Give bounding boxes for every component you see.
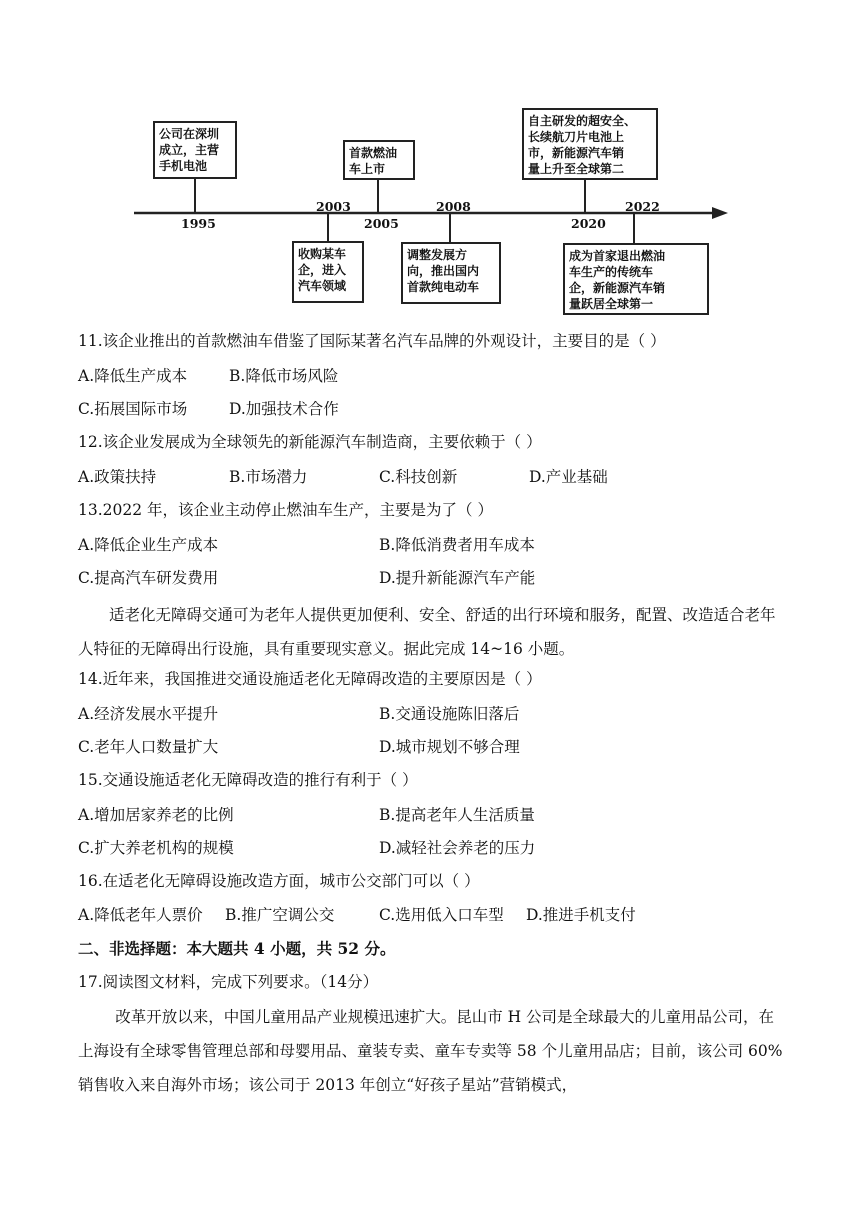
q14-option-b[interactable]: B.交通设施陈旧落后 [379, 705, 520, 723]
event-line: 成立，主营 [159, 143, 220, 157]
q13-option-c[interactable]: C.提高汽车研发费用 [78, 569, 219, 587]
event-line: 收购某车 [298, 247, 347, 261]
q12-option-b[interactable]: B.市场潜力 [229, 468, 308, 486]
event-line: 成为首家退出燃油 [569, 249, 666, 263]
section-title: 二、非选择题：本大题共 4 小题，共 52 分。 [78, 939, 396, 958]
q15-option-b[interactable]: B.提高老年人生活质量 [379, 806, 535, 824]
event-line: 汽车领域 [298, 279, 347, 293]
event-line: 手机电池 [159, 159, 208, 173]
question-12-stem: 12.该企业发展成为全球领先的新能源汽车制造商，主要依赖于（ ） [78, 433, 542, 451]
event-line: 量上升至全球第二 [528, 162, 625, 176]
year-label: 2005 [364, 216, 399, 231]
event-line: 长续航刀片电池上 [528, 130, 625, 144]
question-17-passage: 改革开放以来，中国儿童用品产业规模迅速扩大。昆山市 H 公司是全球最大的儿童用品公司，在上海设有全球零售管理总部和母婴用品、童装专卖、童车专卖等 58 个儿童用品店；目前，该公司 60%销售收入来自海外市场；该公司于 2013 年创立“好孩子星站”营销模式， [78, 1008, 783, 1094]
q11-option-d[interactable]: D.加强技术合作 [229, 400, 339, 418]
q13-option-d[interactable]: D.提升新能源汽车产能 [379, 569, 536, 587]
q12-option-c[interactable]: C.科技创新 [379, 468, 458, 486]
passage-14-16: 适老化无障碍交通可为老年人提供更加便利、安全、舒适的出行环境和服务，配置、改造适合老年人特征的无障碍出行设施，具有重要现实意义。据此完成 14~16 小题。 [78, 606, 776, 658]
q16-option-c[interactable]: C.选用低入口车型 [379, 906, 504, 924]
event-line: 车生产的传统车 [569, 265, 654, 279]
q15-option-a[interactable]: A.增加居家养老的比例 [78, 806, 234, 824]
event-line: 向，推出国内 [407, 264, 480, 278]
question-16-stem: 16.在适老化无障碍设施改造方面，城市公交部门可以（ ） [78, 872, 480, 890]
event-line: 首款燃油 [349, 146, 398, 160]
year-label: 2003 [316, 199, 351, 214]
event-line: 自主研发的超安全、 [528, 114, 637, 128]
q15-option-d[interactable]: D.减轻社会养老的压力 [379, 839, 536, 857]
q12-option-d[interactable]: D.产业基础 [529, 468, 608, 486]
event-line: 企，进入 [298, 263, 347, 277]
year-label: 2008 [436, 199, 471, 214]
event-line: 量跃居全球第一 [569, 297, 654, 311]
event-line: 调整发展方 [407, 248, 468, 262]
year-label: 2022 [625, 199, 660, 214]
event-line: 公司在深圳 [159, 127, 220, 141]
year-label: 2020 [571, 216, 606, 231]
event-line: 市，新能源汽车销 [528, 146, 625, 160]
q12-option-a[interactable]: A.政策扶持 [78, 468, 157, 486]
year-label: 1995 [181, 216, 216, 231]
q14-option-d[interactable]: D.城市规划不够合理 [379, 738, 520, 756]
question-15-stem: 15.交通设施适老化无障碍改造的推行有利于（ ） [78, 771, 418, 789]
q14-option-a[interactable]: A.经济发展水平提升 [78, 705, 219, 723]
event-line: 首款纯电动车 [407, 280, 480, 294]
question-11-stem: 11.该企业推出的首款燃油车借鉴了国际某著名汽车品牌的外观设计，主要目的是（ ） [78, 332, 666, 350]
question-14-stem: 14.近年来，我国推进交通设施适老化无障碍改造的主要原因是（ ） [78, 670, 542, 688]
timeline-event-2020 [522, 108, 658, 180]
timeline-event-1995 [153, 121, 237, 179]
event-line: 企，新能源汽车销 [569, 281, 666, 295]
timeline-event-2022 [563, 243, 709, 315]
q16-option-b[interactable]: B.推广空调公交 [225, 906, 335, 924]
q16-option-a[interactable]: A.降低老年人票价 [78, 906, 203, 924]
q16-option-d[interactable]: D.推进手机支付 [526, 906, 636, 924]
q11-option-a[interactable]: A.降低生产成本 [78, 367, 188, 385]
q15-option-c[interactable]: C.扩大养老机构的规模 [78, 839, 234, 857]
timeline-event-2008 [401, 242, 501, 304]
q13-option-b[interactable]: B.降低消费者用车成本 [379, 536, 535, 554]
q13-option-a[interactable]: A.降低企业生产成本 [78, 536, 219, 554]
q14-option-c[interactable]: C.老年人口数量扩大 [78, 738, 219, 756]
event-line: 车上市 [349, 162, 386, 176]
q11-option-c[interactable]: C.拓展国际市场 [78, 400, 188, 418]
q11-option-b[interactable]: B.降低市场风险 [229, 367, 339, 385]
timeline-event-2003 [292, 241, 364, 303]
question-13-stem: 13.2022 年，该企业主动停止燃油车生产，主要是为了（ ） [78, 501, 493, 519]
question-17-stem: 17.阅读图文材料，完成下列要求。（14分） [78, 973, 379, 991]
timeline-event-2005 [343, 140, 415, 180]
